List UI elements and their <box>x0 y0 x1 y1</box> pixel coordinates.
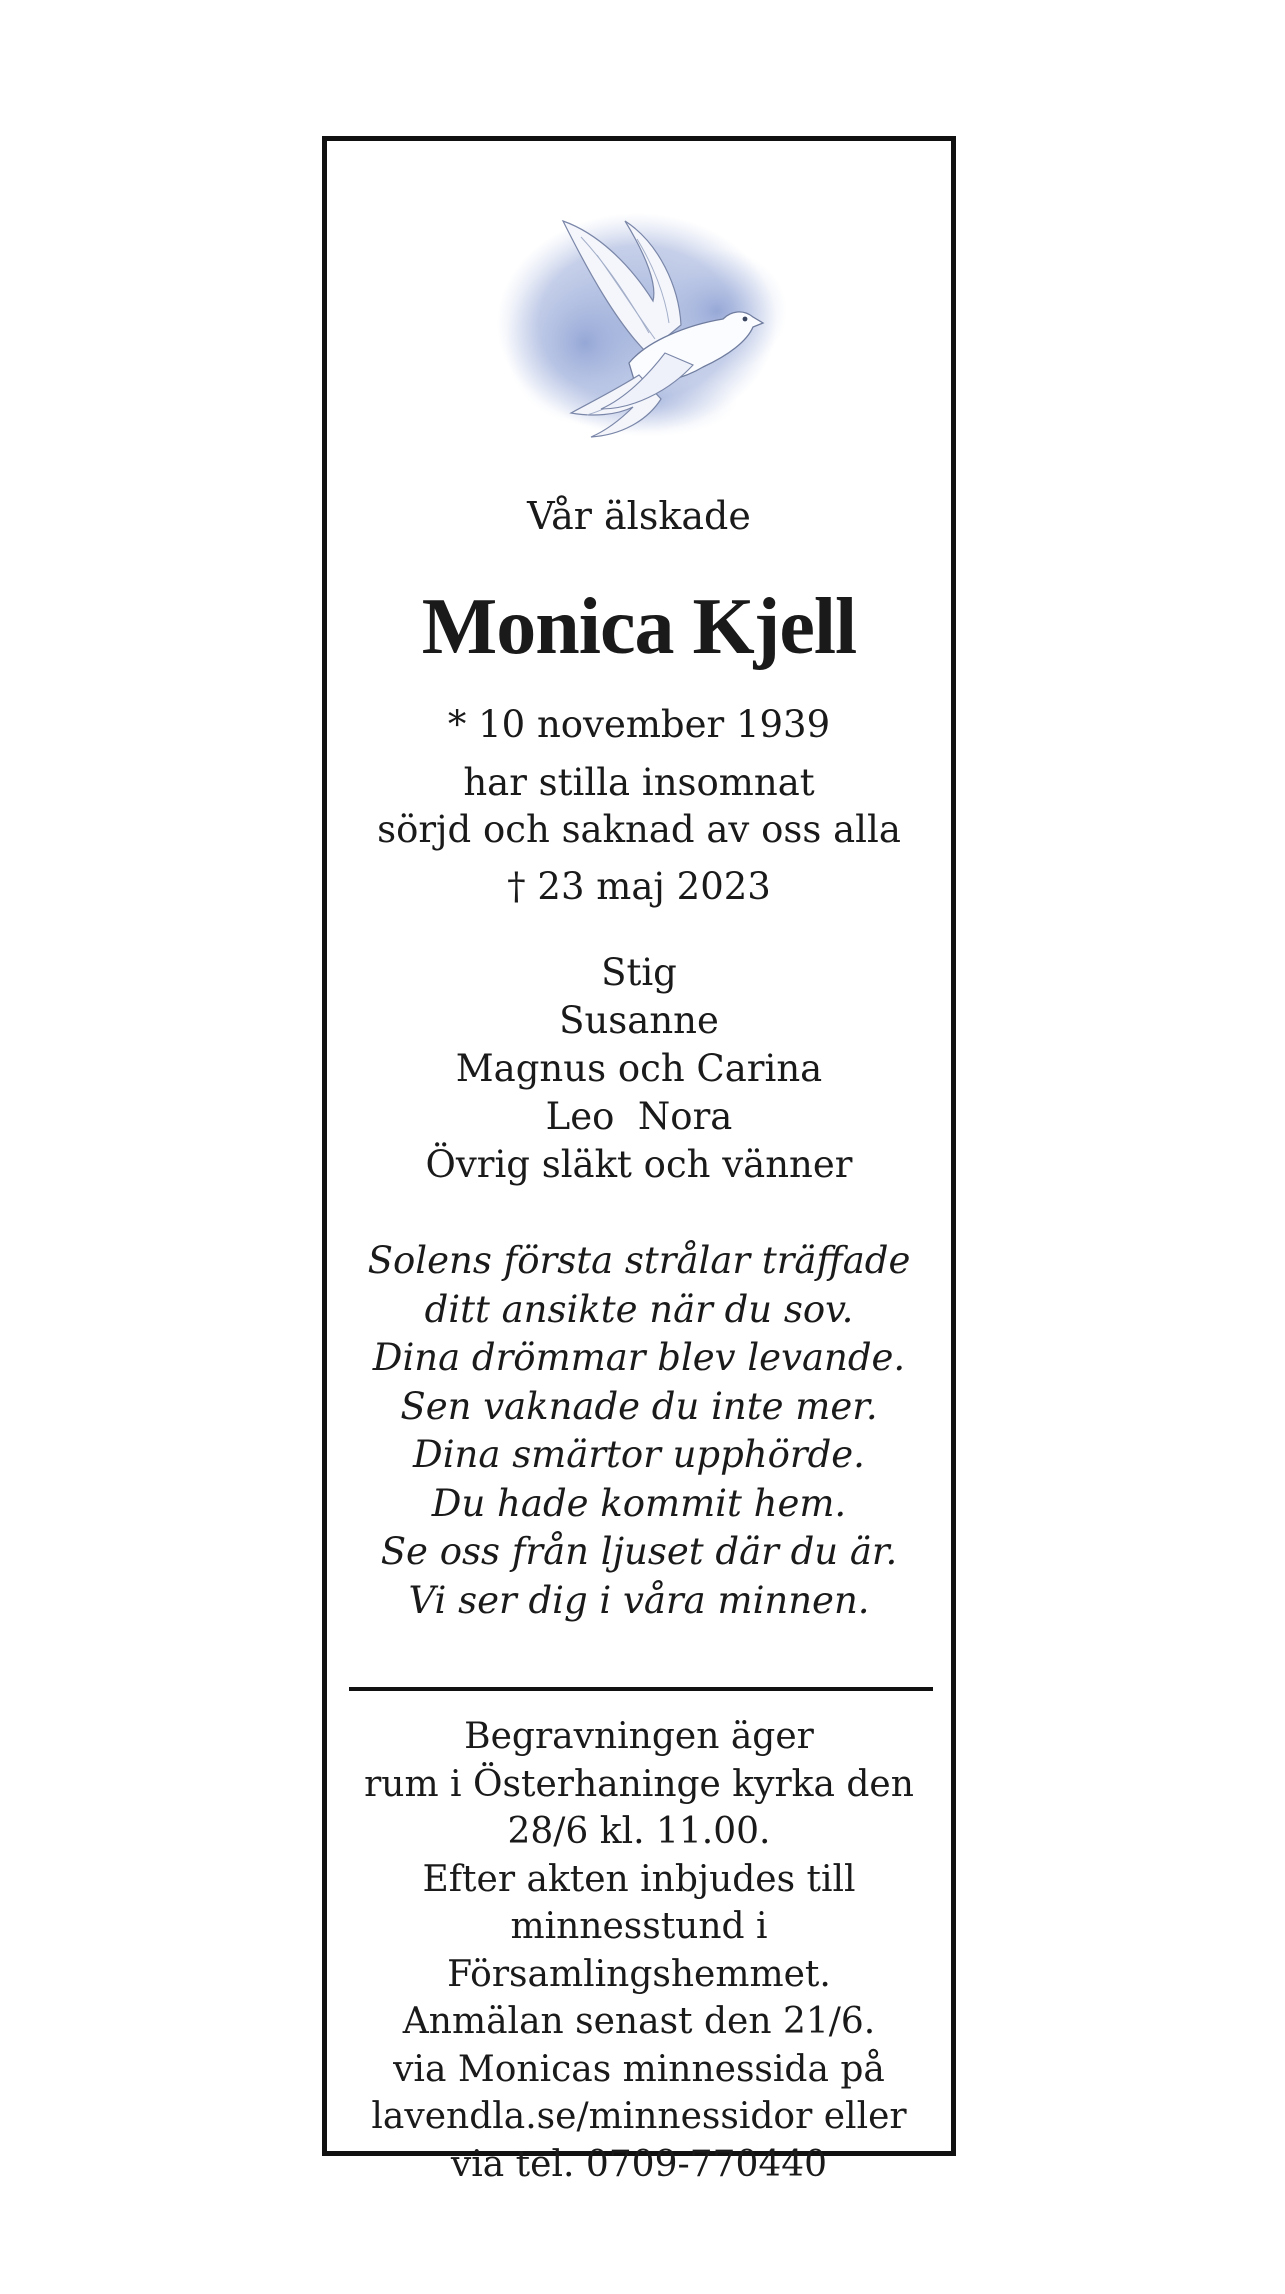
poem-line: Dina smärtor upphörde. <box>413 1433 865 1476</box>
funeral-line: via Monicas minnessida på <box>393 2048 885 2090</box>
death-date: † 23 maj 2023 <box>507 865 771 908</box>
mourner: Leo Nora <box>545 1095 733 1138</box>
mourner: Övrig släkt och vänner <box>425 1143 853 1186</box>
funeral-line: Anmälan senast den 21/6. <box>402 2001 876 2042</box>
birth-date: * 10 november 1939 <box>447 703 831 746</box>
poem-line: Se oss från ljuset där du är. <box>380 1530 898 1573</box>
mourners-list <box>327 949 951 1189</box>
funeral-line: rum i Österhaninge kyrka den <box>364 1763 914 1805</box>
poem-line: Solens första strålar träffade <box>367 1239 911 1282</box>
funeral-line: via tel. 0709-770440 <box>450 2143 828 2185</box>
poem-line: Du hade kommit hem. <box>431 1481 847 1525</box>
mourner: Stig <box>601 951 677 994</box>
obituary-notice <box>322 136 956 2185</box>
funeral-line: 28/6 kl. 11.00. <box>507 1811 771 1852</box>
poem-line: Dina drömmar blev levande. <box>372 1336 906 1379</box>
passing-message <box>327 759 951 853</box>
poem-line: ditt ansikte när du sov. <box>424 1287 854 1331</box>
intro-text: Vår älskade <box>527 494 751 538</box>
mourner: Susanne <box>559 999 719 1042</box>
message-line: sörjd och saknad av oss alla <box>377 808 901 851</box>
poem-line: Sen vaknade du inte mer. <box>400 1384 878 1428</box>
section-divider <box>349 1687 933 1691</box>
funeral-line: lavendla.se/minnessidor eller <box>371 2096 907 2137</box>
poem-line: Vi ser dig i våra minnen. <box>408 1578 870 1622</box>
funeral-line: Efter akten inbjudes till <box>422 1858 856 1900</box>
deceased-name: Monica Kjell <box>421 583 857 671</box>
funeral-line: minnesstund i <box>510 1906 768 1947</box>
memorial-poem <box>327 1237 951 1625</box>
funeral-line: Begravningen äger <box>464 1716 814 1757</box>
mourner: Magnus och Carina <box>455 1047 823 1090</box>
message-line: har stilla insomnat <box>463 761 815 804</box>
funeral-info <box>327 1713 951 2188</box>
dove-icon <box>497 203 791 443</box>
funeral-line: Församlingshemmet. <box>447 1953 831 1995</box>
